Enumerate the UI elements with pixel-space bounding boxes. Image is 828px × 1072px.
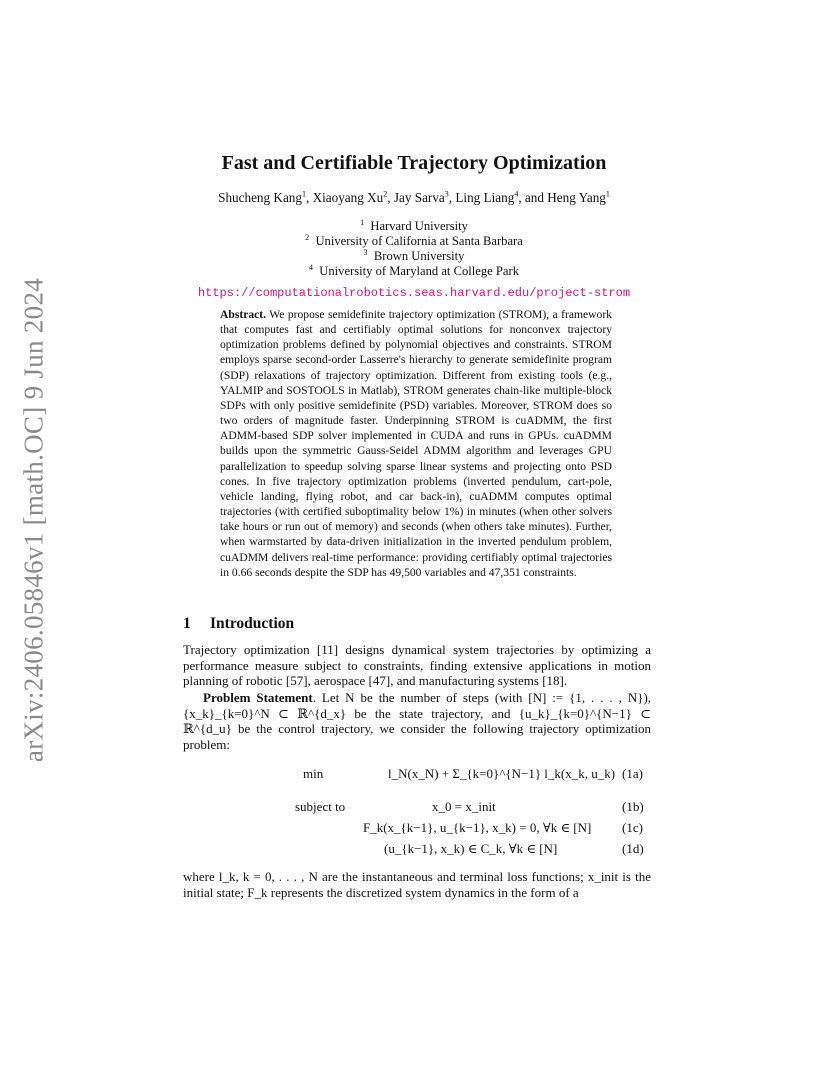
eq-objective: l_N(x_N) + Σ_{k=0}^{N−1} l_k(x_k, u_k) — [388, 766, 616, 781]
closing-paragraph: where l_k, k = 0, . . . , N are the instantaneous and terminal loss functions; x_init is the initial state; F_k represents the discretized system dynamics in the form of a — [183, 869, 651, 900]
eq-number: (1b) — [622, 799, 644, 814]
abstract — [220, 307, 612, 580]
affiliation: $^2$ University of California at Santa Barbara — [305, 232, 523, 248]
eq-subject-to: subject to — [295, 799, 346, 814]
author-list: Shucheng Kang$^1$, Xiaoyang Xu$^2$, Jay Sarva$^3$, Ling Liang$^4$, and Heng Yang$^1$ — [218, 189, 610, 205]
author: Jay Sarva — [393, 190, 445, 205]
author: Xiaoyang Xu — [312, 190, 384, 205]
eq-min: min — [303, 766, 324, 781]
abstract-text: We propose semidefinite trajectory optimization (STROM), a framework that computes fast and certifiably optimal solutions for nonconvex trajectory optimization problems defined by polynomial objectives and constraints. STROM employs sparse second-order Lasserre's hierarchy to generate semidefinite program (SDP) relaxations of trajectory optimization. Different from existing tools (e.g., YALMIP and SOSTOOLS in Matlab), STROM generates chain-like multiple-block SDPs with only positive semidefinite (PSD) variables. Moreover, STROM does so two orders of magnitude faster. Underpinning STROM is cuADMM, the first ADMM-based SDP solver implemented in CUDA and runs in GPUs. cuADMM builds upon the symmetric Gauss-Seidel ADMM algorithm and leverages GPU parallelization to speedup solving sparse linear systems and projecting onto PSD cones. In five trajectory optimization problems (inverted pendulum, cart-pole, vehicle landing, flying robot, and car back-in), cuADMM computes optimal trajectories (with certified suboptimality below 1%) in minutes (when other solvers take hours or run out of memory) and seconds (when others take minutes). Further, when warmstarted by data-driven initialization in the inverted pendulum problem, cuADMM delivers real-time performance: providing certifiably optimal trajectories in 0.66 seconds despite the SDP has 49,500 variables and 47,351 constraints. — [220, 308, 612, 579]
affiliation: $^4$ University of Maryland at College Park — [308, 262, 519, 278]
eq-number: (1c) — [622, 820, 643, 835]
author: Shucheng Kang — [218, 190, 302, 205]
intro-paragraph: Trajectory optimization [11] designs dynamical system trajectories by optimizing a performance measure subject to constraints, finding extensive applications in motion planning of robotic [57], aerospace [47], and manufacturing systems [18]. — [183, 642, 651, 689]
author: Ling Liang — [455, 190, 515, 205]
affiliation: $^1$ Harvard University — [360, 217, 468, 233]
author: Heng Yang — [547, 190, 606, 205]
eq-number: (1d) — [622, 841, 644, 856]
problem-statement-label: Problem Statement — [203, 690, 313, 705]
project-link[interactable]: https://computationalrobotics.seas.harvard.edu/project-strom — [197, 286, 631, 300]
paper-title: Fast and Certifiable Trajectory Optimization — [221, 152, 607, 174]
arxiv-sidebar — [12, 270, 56, 790]
problem-statement-paragraph: Problem Statement. Let N be the number of steps (with [N] := {1, . . . , N}), {x_k}_{k=0}^N ⊂ ℝ^{d_x} be the state trajectory, and {u_k}_{k=0}^{N−1} ⊂ ℝ^{d_u} be the control trajectory, we consider the following trajectory optimization problem: — [183, 690, 652, 752]
section-heading: 1 Introduction — [183, 615, 295, 632]
affiliation: $^3$ Brown University — [363, 247, 465, 263]
eq-number: (1a) — [622, 766, 643, 781]
eq-initial: x_0 = x_init — [432, 799, 496, 814]
abstract-label: Abstract. — [220, 308, 267, 321]
eq-dynamics: F_k(x_{k−1}, u_{k−1}, x_k) = 0, ∀k ∈ [N] — [363, 820, 592, 835]
arxiv-identifier: arXiv:2406.05846v1 [math.OC] 9 Jun 2024 — [18, 277, 49, 763]
eq-constraint: (u_{k−1}, x_k) ∈ C_k, ∀k ∈ [N] — [384, 841, 558, 856]
